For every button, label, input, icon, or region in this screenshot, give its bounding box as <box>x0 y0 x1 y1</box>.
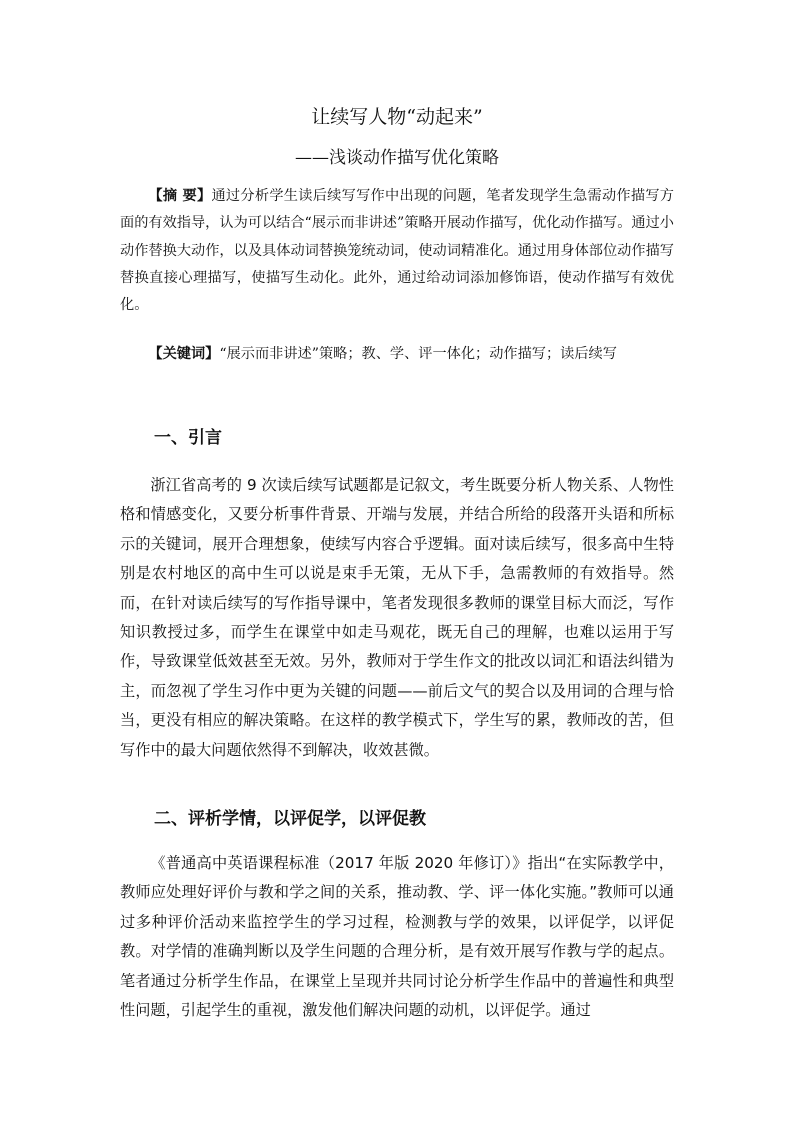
section-heading-introduction: 一、引言 <box>154 428 222 448</box>
document-title: 让续写人物“动起来” <box>311 106 483 128</box>
document-subtitle: ——浅谈动作描写优化策略 <box>295 148 499 168</box>
section-paragraph-analysis: 《普通高中英语课程标准（2017 年版 2020 年修订）》指出“在实际教学中，教师应处理好评价与教和学之间的关系，推动教、学、评一体化实施。”教师可以通过多种评价活动来监控学生的学习过程，检测教与学的效果，以评促学，以评促教。对学情的准确判断以及学生问题的合理分析，是有效开展写作教与学的起点。笔者通过分析学生作品，在课堂上呈现并共同讨论分析学生作品中的普遍性和典型性问题，引起学生的重视，激发他们解决问题的动机，以评促学。通过 <box>120 854 674 1020</box>
section-paragraph-introduction: 浙江省高考的 9 次读后续写试题都是记叙文，考生既要分析人物关系、人物性格和情感变化，又要分析事件背景、开端与发展，并结合所给的段落开头语和所标示的关键词，展开合理想象，使续写内容合乎逻辑。面对读后续写，很多高中生特别是农村地区的高中生可以说是束手无策，无从下手，急需教师的有效指导。然而，在针对读后续写的写作指导课中，笔者发现很多教师的课堂目标大而泛，写作知识教授过多，而学生在课堂中如走马观花，既无自己的理解，也难以运用于写作，导致课堂低效甚至无效。另外，教师对于学生作文的批改以词汇和语法纠错为主，而忽视了学生习作中更为关键的问题——前后文气的契合以及用词的合理与恰当，更没有相应的解决策略。在这样的教学模式下，学生写的累，教师改的苦，但写作中的最大问题依然得不到解决，收效甚微。 <box>120 476 674 759</box>
keywords-label: 【关键词】 <box>148 346 220 362</box>
abstract-text: 通过分析学生读后续写写作中出现的问题，笔者发现学生急需动作描写方面的有效指导，认为可以结合“展示而非讲述”策略开展动作描写，优化动作描写。通过小动作替换大动作，以及具体动词替换笼统动词，使动词精准化。通过用身体部位动作描写替换直接心理描写，使描写生动化。此外，通过给动词添加修饰语，使动作描写有效优化。 <box>120 188 674 314</box>
section-heading-analysis: 二、评析学情，以评促学，以评促教 <box>154 809 426 829</box>
keywords-text: “展示而非讲述”策略；教、学、评一体化；动作描写；读后续写 <box>219 346 617 362</box>
abstract-paragraph <box>120 183 674 319</box>
abstract-label: 【摘 要】 <box>148 188 212 204</box>
keywords-paragraph <box>120 341 674 368</box>
